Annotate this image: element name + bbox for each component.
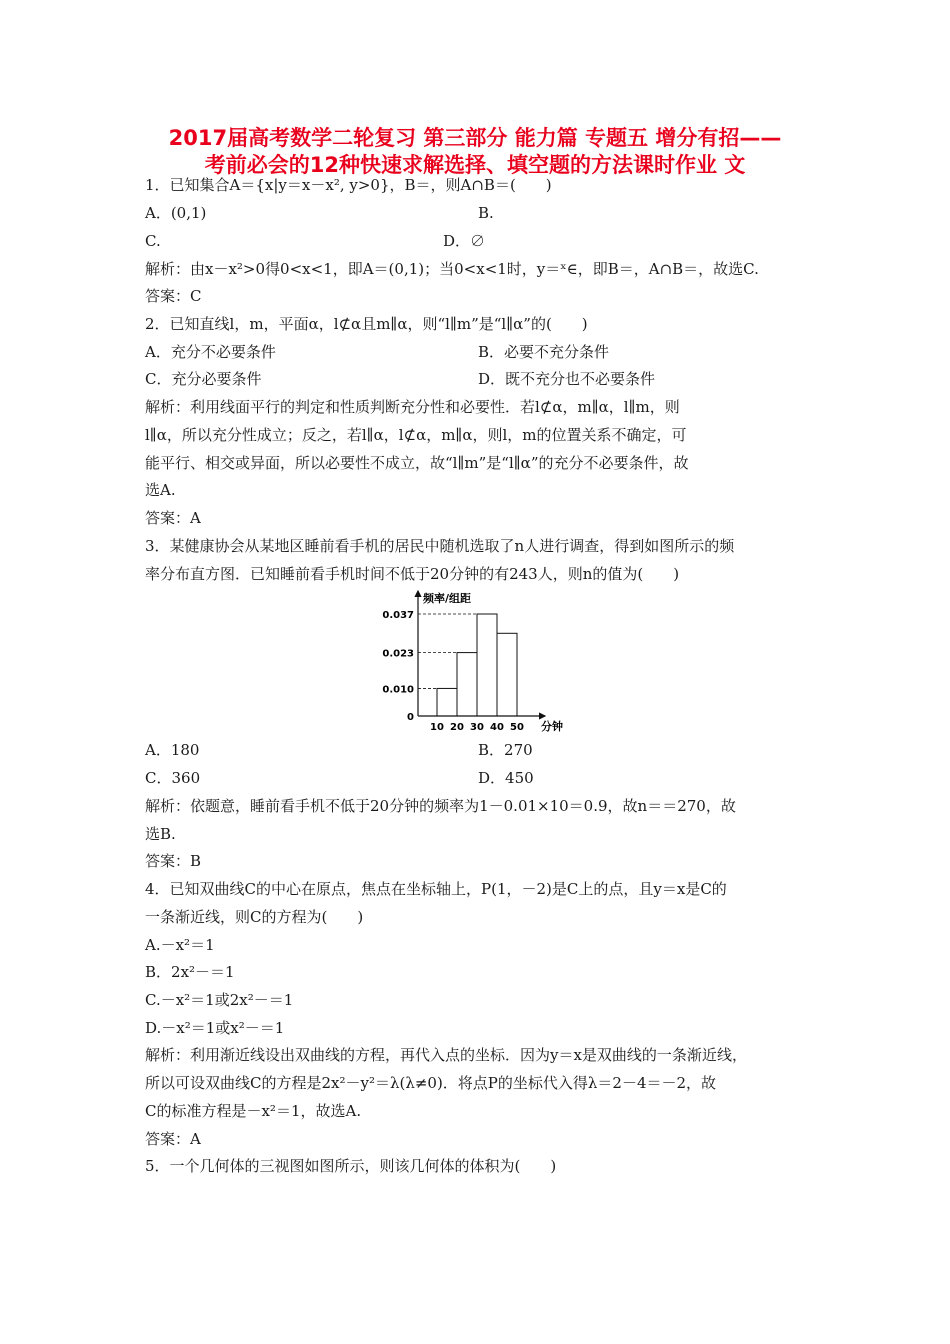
q1-option-d: D．∅ xyxy=(443,232,486,250)
q2-option-b: B．必要不充分条件 xyxy=(478,343,610,361)
histogram-bar-20-30 xyxy=(457,653,477,716)
x-tick-label-30: 30 xyxy=(470,722,484,733)
q3-analysis-line-1: 解析：依题意，睡前看手机不低于20分钟的频率为1－0.01×10＝0.9，故n＝＝270，故 xyxy=(145,797,736,815)
q2-analysis-line-3: 能平行、相交或异面，所以必要性不成立，故“l∥m”是“l∥α”的充分不必要条件，故 xyxy=(145,454,689,472)
q3-stem-line-1: 3．某健康协会从某地区睡前看手机的居民中随机选取了n人进行调查，得到如图所示的频 xyxy=(145,537,735,555)
q3-stem-line-2: 率分布直方图．已知睡前看手机时间不低于20分钟的有243人，则n的值为( ) xyxy=(145,565,680,583)
q2-option-a: A．充分不必要条件 xyxy=(145,343,276,361)
q2-analysis-line-2: l∥α，所以充分性成立；反之，若l∥α，l⊄α，m∥α，则l，m的位置关系不确定，可 xyxy=(145,426,687,444)
q3-analysis-line-2: 选B. xyxy=(145,825,176,843)
q4-analysis-line-3: C的标准方程是－x²＝1，故选A. xyxy=(145,1102,362,1120)
x-tick-label-20: 20 xyxy=(450,722,464,733)
q4-answer: 答案：A xyxy=(145,1130,201,1148)
q1-answer: 答案：C xyxy=(145,287,202,305)
y-tick-label-0.037: 0.037 xyxy=(382,610,414,621)
q4-analysis-line-1: 解析：利用渐近线设出双曲线的方程，再代入点的坐标．因为y＝x是双曲线的一条渐近线， xyxy=(145,1046,747,1064)
q4-option-b: B．2x²－＝1 xyxy=(145,963,235,981)
q5-stem: 5．一个几何体的三视图如图所示，则该几何体的体积为( ) xyxy=(145,1157,557,1175)
q2-analysis-line-1: 解析：利用线面平行的判定和性质判断充分性和必要性．若l⊄α，m∥α，l∥m，则 xyxy=(145,398,680,416)
y-axis-label: 频率/组距 xyxy=(423,592,472,605)
q4-option-c: C.－x²＝1或2x²－＝1 xyxy=(145,991,294,1009)
q2-option-d: D．既不充分也不必要条件 xyxy=(478,370,656,388)
x-axis-label: 分钟 xyxy=(541,720,563,733)
origin-label: 0 xyxy=(407,712,414,723)
q4-analysis-line-2: 所以可设双曲线C的方程是2x²－y²＝λ(λ≠0)．将点P的坐标代入得λ＝2－4＝－2，故 xyxy=(145,1074,717,1092)
q2-answer: 答案：A xyxy=(145,509,201,527)
q1-stem: 1．已知集合A＝{x|y＝x－x², y>0}，B＝，则A∩B＝( ) xyxy=(145,176,552,194)
histogram-bar-10-20 xyxy=(437,688,457,716)
document-title-line-1: 2017届高考数学二轮复习 第三部分 能力篇 专题五 增分有招—— xyxy=(168,126,782,150)
q4-stem-line-1: 4．已知双曲线C的中心在原点，焦点在坐标轴上，P(1，－2)是C上的点，且y＝x是C的 xyxy=(145,880,727,898)
q2-analysis-line-4: 选A. xyxy=(145,481,176,499)
q1-option-a: A．(0,1) xyxy=(145,204,207,222)
x-tick-label-40: 40 xyxy=(490,722,504,733)
q3-answer: 答案：B xyxy=(145,852,202,870)
document-title-line-2: 考前必会的12种快速求解选择、填空题的方法课时作业 文 xyxy=(204,153,746,177)
q3-option-d: D．450 xyxy=(478,769,534,787)
x-tick-label-50: 50 xyxy=(510,722,524,733)
q1-analysis: 解析：由x－x²>0得0<x<1，即A＝(0,1)；当0<x<1时，y＝ˣ∈，即B＝，A∩B＝，故选C. xyxy=(145,260,759,278)
q2-stem: 2．已知直线l，m，平面α，l⊄α且m∥α，则“l∥m”是“l∥α”的( ) xyxy=(145,315,588,333)
q4-stem-line-2: 一条渐近线，则C的方程为( ) xyxy=(145,908,364,926)
histogram-bar-40-50 xyxy=(497,633,517,716)
y-tick-label-0.010: 0.010 xyxy=(382,684,414,696)
q3-option-a: A．180 xyxy=(145,741,200,759)
q3-option-c: C．360 xyxy=(145,769,201,787)
y-tick-label-0.023: 0.023 xyxy=(382,648,414,660)
q3-option-b: B．270 xyxy=(478,741,533,759)
histogram-bar-30-40 xyxy=(477,614,497,716)
x-tick-label-10: 10 xyxy=(430,722,444,733)
q4-option-a: A.－x²＝1 xyxy=(145,936,215,954)
q2-option-c: C．充分必要条件 xyxy=(145,370,262,388)
q1-option-b: B. xyxy=(478,204,494,222)
q4-option-d: D.－x²＝1或x²－＝1 xyxy=(145,1019,285,1037)
frequency-histogram xyxy=(375,586,575,736)
q1-option-c: C. xyxy=(145,232,161,250)
